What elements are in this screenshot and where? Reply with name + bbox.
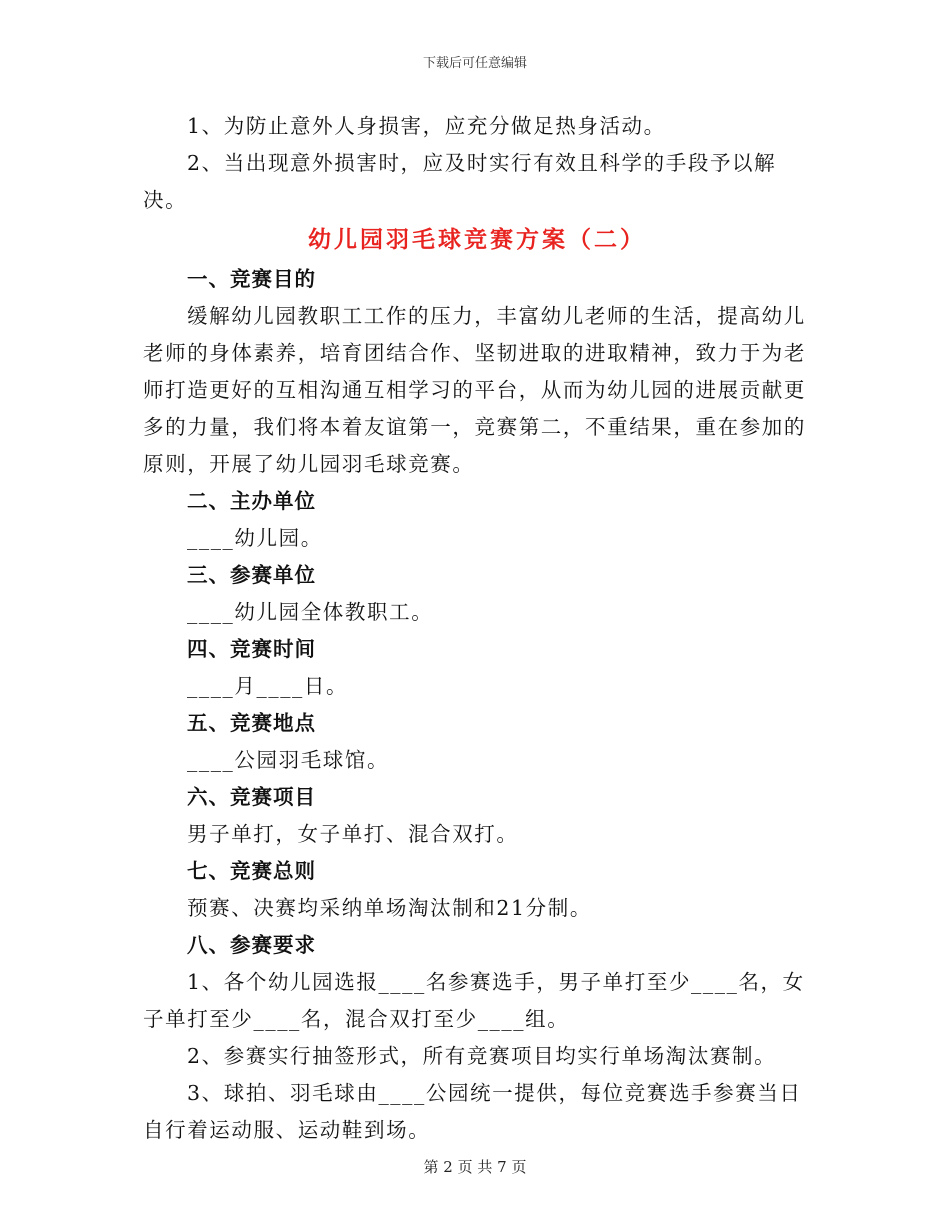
page-header: 下载后可任意编辑 — [422, 56, 527, 71]
document-body — [143, 108, 811, 1149]
section-heading-events: 六、竞赛项目 — [187, 785, 316, 809]
requirement-item-1: 1、各个幼儿园选报____名参赛选手，男子单打至少____名，女子单打至少____名，混合双打至少____组。 — [143, 970, 805, 1031]
intro-item-2: 2、当出现意外损害时，应及时实行有效且科学的手段予以解决。 — [143, 151, 777, 212]
section-heading-requirements: 八、参赛要求 — [187, 933, 316, 957]
section-heading-purpose: 一、竞赛目的 — [187, 267, 316, 291]
section-text-rules: 预赛、决赛均采纳单场淘汰制和21分制。 — [187, 896, 592, 920]
section-heading-organizer: 二、主办单位 — [187, 489, 316, 513]
section-text-time: ____月____日。 — [187, 674, 349, 698]
requirement-item-3: 3、球拍、羽毛球由____公园统一提供，每位竞赛选手参赛当日自行着运动服、运动鞋到场。 — [143, 1081, 802, 1142]
section-text-organizer: ____幼儿园。 — [187, 526, 323, 550]
page-footer: 第 2 页 共 7 页 — [423, 1158, 527, 1176]
document-title: 幼儿园羽毛球竞赛方案（二） — [308, 227, 646, 253]
intro-item-1: 1、为防止意外人身损害，应充分做足热身活动。 — [187, 114, 666, 138]
section-heading-participants: 三、参赛单位 — [187, 563, 316, 587]
section-text-events: 男子单打，女子单打、混合双打。 — [187, 822, 519, 846]
section-text-participants: ____幼儿园全体教职工。 — [187, 600, 434, 624]
requirement-item-2: 2、参赛实行抽签形式，所有竞赛项目均实行单场淘汰赛制。 — [187, 1044, 777, 1068]
section-heading-time: 四、竞赛时间 — [187, 637, 316, 661]
section-heading-venue: 五、竞赛地点 — [187, 711, 316, 735]
section-text-purpose: 缓解幼儿园教职工工作的压力，丰富幼儿老师的生活，提高幼儿老师的身体素养，培育团结合作、坚韧进取的进取精神，致力于为老师打造更好的互相沟通互相学习的平台，从而为幼儿园的进展贡献更多的力量，我们将本着友谊第一，竞赛第二，不重结果，重在参加的原则，开展了幼儿园羽毛球竞赛。 — [143, 304, 806, 476]
section-heading-rules: 七、竞赛总则 — [187, 859, 316, 883]
section-text-venue: ____公园羽毛球馆。 — [187, 748, 390, 772]
